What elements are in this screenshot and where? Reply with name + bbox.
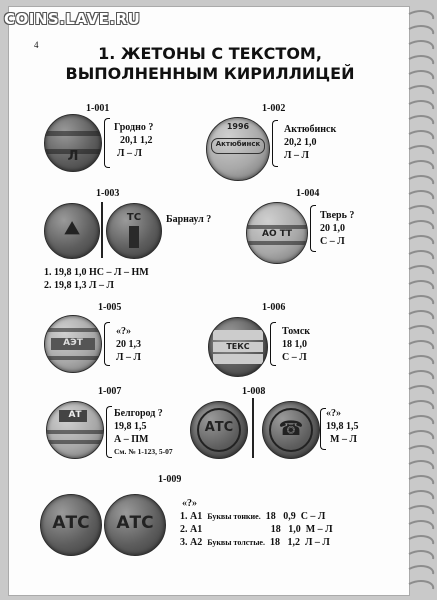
section-title-line1: 1. ЖЕТОНЫ С ТЕКСТОМ, bbox=[98, 44, 322, 63]
entry-metal: А – ПМ bbox=[114, 434, 149, 445]
entry-id: 1-002 bbox=[262, 103, 286, 114]
entry-id: 1-001 bbox=[86, 103, 110, 114]
token-image-variant-b: АТС bbox=[104, 494, 166, 556]
entry-city: Тверь ? bbox=[320, 210, 355, 221]
entry-cross-reference: См. № 1-123, 5-07 bbox=[114, 447, 173, 456]
entry-id: 1-006 bbox=[262, 302, 286, 313]
token-image-reverse: ☎ bbox=[262, 401, 320, 459]
spiral-binding bbox=[407, 0, 437, 600]
token-image: 1996 Актюбинск bbox=[206, 117, 270, 181]
entry-city: Белгород ? bbox=[114, 408, 163, 419]
variant-2: 2. 19,8 1,3 Л – Л bbox=[44, 280, 114, 291]
entry-city: Гродно ? bbox=[114, 122, 154, 133]
entry-dimensions: 20,2 1,0 bbox=[284, 137, 317, 148]
token-image-obverse: АТС bbox=[190, 401, 248, 459]
entry-metal: С – Л bbox=[320, 236, 345, 247]
section-title-line2: ВЫПОЛНЕННЫМ КИРИЛЛИЦЕЙ bbox=[65, 64, 355, 83]
entry-dimensions: 19,8 1,5 bbox=[326, 421, 359, 432]
token-image: АО ТТ bbox=[246, 202, 308, 264]
entry-id: 1-008 bbox=[242, 386, 266, 397]
entry-city: Томск bbox=[282, 326, 311, 337]
entry-id: 1-005 bbox=[98, 302, 122, 313]
table-row: 2. А1 18 1,0 М – Л bbox=[180, 524, 333, 535]
entry-city: Барнаул ? bbox=[166, 214, 212, 225]
entry-dimensions: 20 1,0 bbox=[320, 223, 345, 234]
entry-dimensions: 18 1,0 bbox=[282, 339, 307, 350]
entry-city: «?» bbox=[182, 498, 197, 509]
entry-city: «?» bbox=[116, 326, 131, 337]
entry-id: 1-009 bbox=[158, 474, 182, 485]
entry-dimensions: 19,8 1,5 bbox=[114, 421, 147, 432]
variant-1: 1. 19,8 1,0 НС – Л – НМ bbox=[44, 267, 149, 278]
token-image-reverse: ТС bbox=[106, 203, 162, 259]
table-row: 3. А2 Буквы толстые. 18 1,2 Л – Л bbox=[180, 537, 330, 548]
entry-metal: М – Л bbox=[330, 434, 357, 445]
entry-id: 1-007 bbox=[98, 386, 122, 397]
table-row: 1. А1 Буквы тонкие. 18 0,9 С – Л bbox=[180, 511, 326, 522]
variants-table bbox=[180, 511, 333, 550]
entry-dimensions: 20 1,3 bbox=[116, 339, 141, 350]
token-image-obverse: ⛰ bbox=[44, 203, 100, 259]
page-number: 4 bbox=[34, 40, 39, 50]
entry-metal: Л – Л bbox=[116, 352, 141, 363]
entry-metal: Л – Л bbox=[284, 150, 309, 161]
token-image: АЭТ bbox=[44, 315, 102, 373]
entry-metal: С – Л bbox=[282, 352, 307, 363]
entry-metal: Л – Л bbox=[117, 148, 142, 159]
token-image-variant-a: АТС bbox=[40, 494, 102, 556]
entry-id: 1-004 bbox=[296, 188, 320, 199]
entry-dimensions: 20,1 1,2 bbox=[120, 135, 153, 146]
entry-id: 1-003 bbox=[96, 188, 120, 199]
token-image: ТЕКС bbox=[208, 317, 268, 377]
entry-city: «?» bbox=[326, 408, 341, 419]
token-image: АТ bbox=[46, 401, 104, 459]
entry-city: Актюбинск bbox=[284, 124, 337, 135]
token-image: Л bbox=[44, 114, 102, 172]
site-watermark: COINS.LAVE.RU bbox=[4, 10, 141, 28]
